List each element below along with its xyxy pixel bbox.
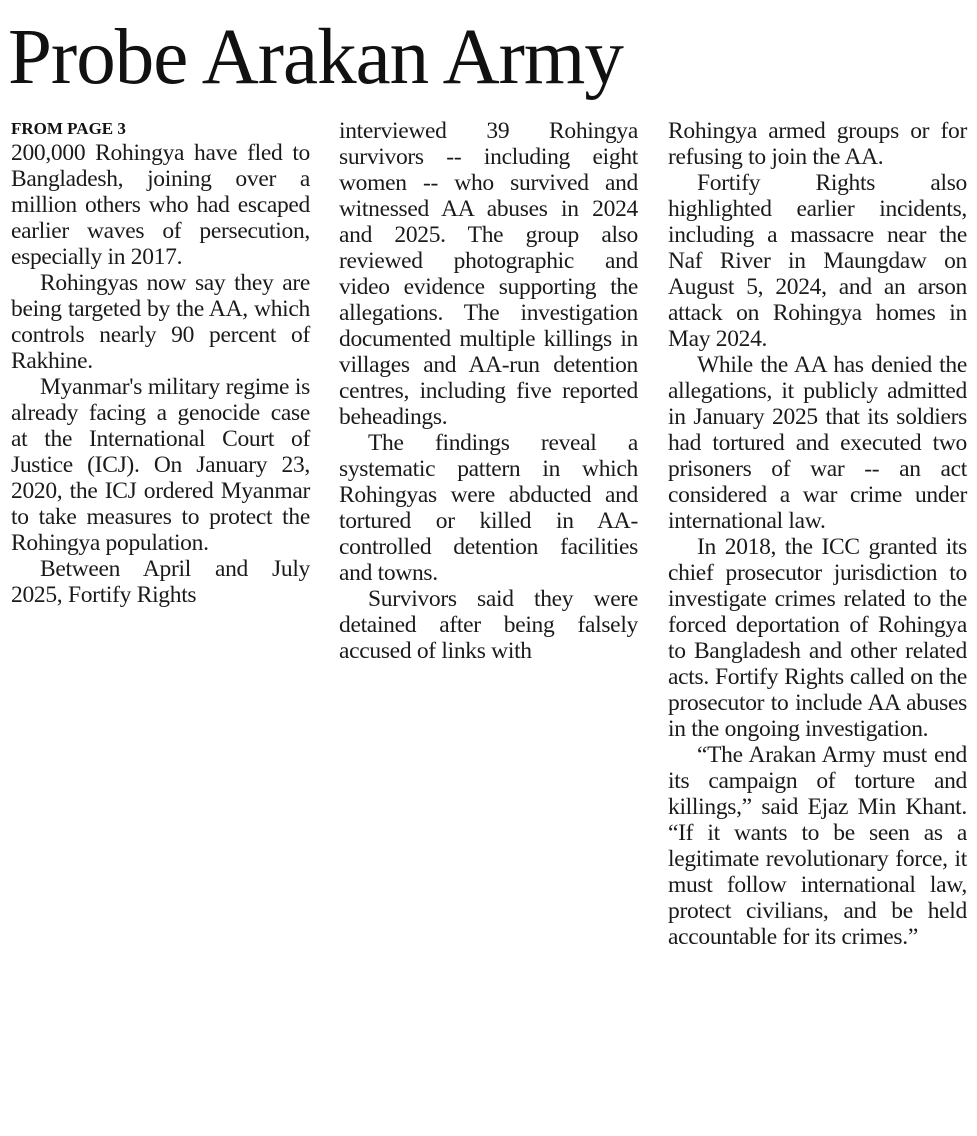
paragraph: interviewed 39 Rohingya survivors -- including eight women -- who survived and witnessed AA abuses in 2024 and 2025. The group also reviewed photographic and video evidence supporting the allegations. The investigation documented multiple killings in villages and AA-run detention centres, including five reported beheadings. (339, 118, 638, 430)
paragraph: Rohingya armed groups or for refusing to join the AA. (668, 118, 967, 170)
paragraph: Survivors said they were detained after being falsely accused of links with (339, 586, 638, 664)
paragraph: The findings reveal a systematic pattern in which Rohingyas were abducted and tortured or killed in AA-controlled detention facilities and towns. (339, 430, 638, 586)
article-column-3 (668, 118, 967, 950)
paragraph: Rohingyas now say they are being targeted by the AA, which controls nearly 90 percent of Rakhine. (11, 270, 310, 374)
continuation-kicker: FROM PAGE 3 (11, 119, 126, 138)
headline: Probe Arakan Army (8, 14, 623, 101)
paragraph: In 2018, the ICC granted its chief prosecutor jurisdiction to investigate crimes related to the forced deportation of Rohingya to Bangladesh and other related acts. Fortify Rights called on the prosecutor to include AA abuses in the ongoing investigation. (668, 534, 967, 742)
paragraph: While the AA has denied the allegations, it publicly admitted in January 2025 that its soldiers had tortured and executed two prisoners of war -- an act considered a war crime under international law. (668, 352, 967, 534)
paragraph: Myanmar's military regime is already facing a genocide case at the International Court of Justice (ICJ). On January 23, 2020, the ICJ ordered Myanmar to take measures to protect the Rohingya population. (11, 374, 310, 556)
article-column-1 (11, 118, 310, 608)
paragraph: Fortify Rights also highlighted earlier incidents, including a massacre near the Naf River in Maungdaw on August 5, 2024, and an arson attack on Rohingya homes in May 2024. (668, 170, 967, 352)
paragraph: “The Arakan Army must end its campaign of torture and killings,” said Ejaz Min Khant. “If it wants to be seen as a legitimate revolutionary force, it must follow international law, protect civilians, and be held accountable for its crimes.” (668, 742, 967, 950)
paragraph: Between April and July 2025, Fortify Rights (11, 556, 310, 608)
paragraph: 200,000 Rohingya have fled to Bangladesh, joining over a million others who had escaped earlier waves of persecution, especially in 2017. (11, 140, 310, 270)
article-column-2 (339, 118, 638, 664)
